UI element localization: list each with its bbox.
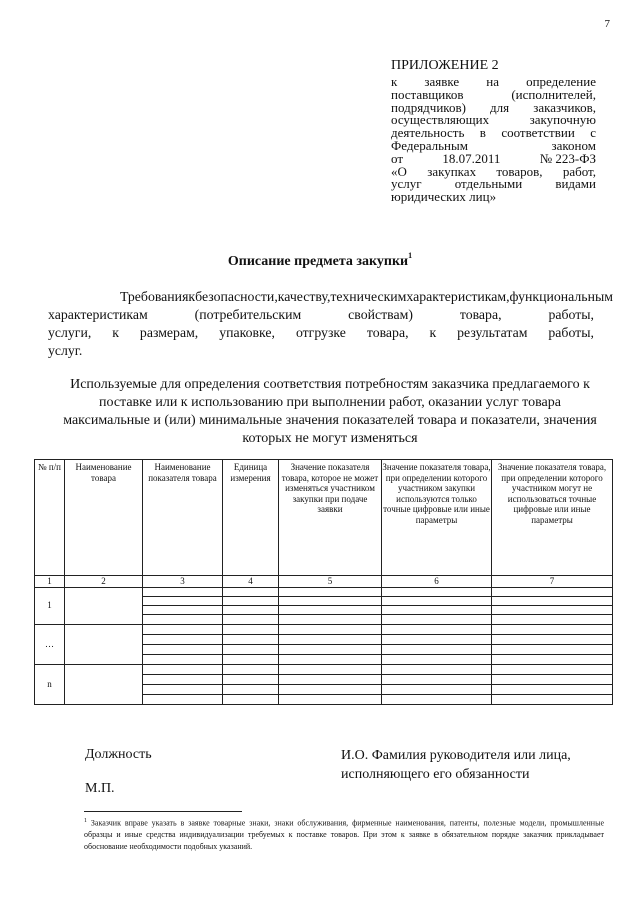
signature-name-line: И.О. Фамилия руководителя или лица, bbox=[341, 748, 571, 763]
requirements-line bbox=[48, 306, 594, 324]
appendix-word: товаров, bbox=[496, 163, 543, 179]
column-number: 3 bbox=[143, 576, 223, 588]
table-cell bbox=[382, 664, 492, 704]
table-subcell bbox=[223, 655, 278, 664]
appendix-word: законом bbox=[551, 137, 596, 153]
header-cell: Наименование товара bbox=[65, 460, 143, 576]
appendix-word: от bbox=[391, 150, 404, 166]
requirements-word: работы, bbox=[548, 325, 594, 340]
table-subcell bbox=[492, 695, 612, 704]
used-indicators-paragraph: Используемые для определения соответствия потребностям заказчика предлагаемого к поставке или к использованию при выполнении работ, оказании услуг товара максимальные и (или) минимальные значения показателей товара и показатели, значения которых не могут изменяться bbox=[63, 377, 597, 446]
table-subcell bbox=[279, 615, 381, 623]
footnote-divider bbox=[84, 811, 242, 812]
appendix-word: работ, bbox=[562, 163, 596, 179]
table-subcell bbox=[382, 665, 491, 675]
table-subcell bbox=[492, 675, 612, 685]
requirements-line bbox=[48, 324, 594, 342]
header-cell: № п/п bbox=[35, 460, 65, 576]
requirements-word: услуги, bbox=[48, 325, 92, 340]
appendix-word: 18.07.2011 bbox=[442, 150, 501, 166]
table-subcell bbox=[492, 606, 612, 615]
table-subcell bbox=[279, 645, 381, 655]
appendix-word: соответствии bbox=[501, 125, 575, 141]
requirements-word: результатам bbox=[457, 325, 528, 340]
appendix-word: услуг bbox=[391, 176, 422, 192]
table-subcell bbox=[492, 685, 612, 695]
table-cell bbox=[279, 664, 382, 704]
table-cell bbox=[65, 664, 143, 704]
table-cell bbox=[492, 587, 613, 624]
appendix-subtitle bbox=[391, 76, 596, 204]
appendix-word: осуществляющих bbox=[391, 112, 490, 128]
appendix-title: ПРИЛОЖЕНИЕ 2 bbox=[391, 58, 499, 73]
table-row bbox=[35, 664, 613, 704]
table-subcell bbox=[143, 597, 222, 606]
table-subcell bbox=[279, 625, 381, 635]
table-subcell bbox=[279, 675, 381, 685]
table-subcell bbox=[279, 635, 381, 645]
page-number: 7 bbox=[604, 18, 610, 30]
table-subcell bbox=[382, 685, 491, 695]
table-subcell bbox=[492, 635, 612, 645]
requirements-word: безопасности, bbox=[195, 289, 278, 304]
appendix-word: отдельными bbox=[454, 176, 523, 192]
requirements-word: функциональным bbox=[509, 289, 613, 304]
table-cell bbox=[279, 587, 382, 624]
table-cell bbox=[223, 624, 279, 664]
requirements-word: отгрузке bbox=[295, 325, 346, 340]
table-subcell bbox=[143, 655, 222, 664]
requirements-word: (потребительским bbox=[194, 307, 302, 322]
table-subcell bbox=[279, 606, 381, 615]
table-subcell bbox=[143, 606, 222, 615]
header-cell: Значение показателя товара, при определении которого участником могут не использоваться точные цифровые или иные параметры bbox=[492, 460, 613, 576]
description-title bbox=[0, 251, 640, 270]
requirements-word: к bbox=[112, 325, 119, 340]
column-number: 5 bbox=[279, 576, 382, 588]
table-subcell bbox=[492, 625, 612, 635]
signature-name-line: исполняющего его обязанности bbox=[341, 767, 530, 782]
table-subcell bbox=[382, 615, 491, 623]
specification-table bbox=[34, 459, 613, 705]
table-number-row bbox=[35, 576, 613, 588]
table-subcell bbox=[223, 625, 278, 635]
footnote bbox=[84, 816, 604, 852]
appendix-word: определение bbox=[526, 74, 596, 89]
requirements-word: техническим bbox=[330, 289, 407, 304]
table-subcell bbox=[143, 635, 222, 645]
requirements-word: товара, bbox=[459, 307, 502, 322]
table-subcell bbox=[382, 675, 491, 685]
signature-position: Должность bbox=[85, 747, 152, 762]
appendix-word: деятельность bbox=[391, 125, 465, 141]
table-subcell bbox=[492, 645, 612, 655]
appendix-word: закупках bbox=[427, 163, 477, 179]
column-number: 6 bbox=[382, 576, 492, 588]
table-subcell bbox=[382, 597, 491, 606]
table-subcell bbox=[382, 606, 491, 615]
table-subcell bbox=[223, 597, 278, 606]
row-label: … bbox=[35, 624, 65, 664]
table-subcell bbox=[223, 675, 278, 685]
column-number: 2 bbox=[65, 576, 143, 588]
table-cell bbox=[65, 624, 143, 664]
table-subcell bbox=[223, 606, 278, 615]
header-cell: Значение показателя товара, при определении которого участником закупки используются только точные цифровые или иные параметры bbox=[382, 460, 492, 576]
footnote-ref: 1 bbox=[408, 251, 413, 260]
requirements-word: услуг. bbox=[48, 343, 83, 358]
footnote-mark: 1 bbox=[84, 818, 87, 824]
column-number: 7 bbox=[492, 576, 613, 588]
table-cell bbox=[492, 624, 613, 664]
table-cell bbox=[143, 624, 223, 664]
description-title-text: Описание предмета закупки bbox=[227, 254, 409, 269]
appendix-word: № 223-ФЗ bbox=[539, 150, 596, 166]
appendix-word: закупочную bbox=[529, 112, 596, 128]
table-subcell bbox=[223, 615, 278, 623]
table-subcell bbox=[143, 665, 222, 675]
appendix-word: с bbox=[590, 125, 596, 141]
table-subcell bbox=[492, 588, 612, 597]
table-subcell bbox=[279, 655, 381, 664]
seal-placeholder: М.П. bbox=[85, 781, 115, 796]
table-subcell bbox=[143, 675, 222, 685]
table-subcell bbox=[223, 695, 278, 704]
table-cell bbox=[223, 664, 279, 704]
requirements-line bbox=[84, 288, 613, 306]
table-cell bbox=[382, 587, 492, 624]
requirements-word: свойствам) bbox=[348, 307, 413, 322]
row-label: n bbox=[35, 664, 65, 704]
table-subcell bbox=[492, 665, 612, 675]
appendix-word: к bbox=[391, 74, 398, 89]
appendix-word: заявке bbox=[424, 74, 460, 89]
table-cell bbox=[65, 587, 143, 624]
appendix-word: для bbox=[490, 99, 510, 115]
appendix-word: «О bbox=[391, 163, 407, 179]
requirements-word: Требования bbox=[120, 289, 189, 304]
appendix-word: подрядчиков) bbox=[391, 99, 466, 115]
table-subcell bbox=[279, 597, 381, 606]
table-subcell bbox=[492, 655, 612, 664]
requirements-word: качеству, bbox=[277, 289, 331, 304]
table-subcell bbox=[143, 615, 222, 623]
table-subcell bbox=[223, 685, 278, 695]
appendix-word: в bbox=[479, 125, 486, 141]
appendix-word: Федеральным bbox=[391, 137, 468, 153]
table-cell bbox=[279, 624, 382, 664]
table-cell bbox=[143, 664, 223, 704]
table-header-row bbox=[35, 460, 613, 576]
table-subcell bbox=[382, 655, 491, 664]
table-subcell bbox=[279, 588, 381, 597]
table-cell bbox=[492, 664, 613, 704]
appendix-word: на bbox=[486, 74, 500, 89]
appendix-line bbox=[391, 191, 596, 204]
signature-name bbox=[341, 746, 611, 784]
table-subcell bbox=[223, 645, 278, 655]
requirements-word: работы, bbox=[548, 307, 594, 322]
appendix-word: видами bbox=[555, 176, 596, 192]
requirements-line bbox=[48, 342, 594, 360]
requirements-word: к bbox=[429, 325, 437, 340]
header-cell: Наименование показателя товара bbox=[143, 460, 223, 576]
table-cell bbox=[382, 624, 492, 664]
appendix-word: заказчиков, bbox=[533, 99, 596, 115]
requirements-word: товара, bbox=[366, 325, 409, 340]
requirements-word: к bbox=[188, 289, 196, 304]
table-subcell bbox=[143, 625, 222, 635]
table-subcell bbox=[223, 635, 278, 645]
table-subcell bbox=[279, 695, 381, 704]
footnote-text: Заказчик вправе указать в заявке товарные знаки, знаки обслуживания, фирменные наименования, патенты, полезные модели, промышленные образцы и иные средства индивидуализации требуемых к поставке товаров. При этом к заявке в обязательном порядке заказчик прикладывает обоснование необходимости подобных указаний. bbox=[84, 818, 605, 851]
table-row bbox=[35, 624, 613, 664]
column-number: 1 bbox=[35, 576, 65, 588]
table-subcell bbox=[143, 588, 222, 597]
requirements-paragraph bbox=[48, 288, 613, 360]
table-subcell bbox=[492, 597, 612, 606]
table-subcell bbox=[382, 695, 491, 704]
table-subcell bbox=[143, 685, 222, 695]
table-subcell bbox=[223, 588, 278, 597]
table-subcell bbox=[223, 665, 278, 675]
table-row bbox=[35, 587, 613, 624]
requirements-word: размерам, bbox=[139, 325, 199, 340]
table-subcell bbox=[382, 588, 491, 597]
table-cell bbox=[143, 587, 223, 624]
table-subcell bbox=[143, 645, 222, 655]
table-subcell bbox=[279, 665, 381, 675]
appendix-word: поставщиков bbox=[391, 86, 464, 102]
table-subcell bbox=[382, 645, 491, 655]
table-subcell bbox=[279, 685, 381, 695]
appendix-word: (исполнителей, bbox=[511, 86, 596, 102]
table-subcell bbox=[382, 635, 491, 645]
appendix-word: юридических лиц» bbox=[391, 189, 497, 205]
header-cell: Единица измерения bbox=[223, 460, 279, 576]
table-cell bbox=[223, 587, 279, 624]
table-subcell bbox=[143, 695, 222, 704]
requirements-word: упаковке, bbox=[219, 325, 275, 340]
column-number: 4 bbox=[223, 576, 279, 588]
table-subcell bbox=[492, 615, 612, 623]
requirements-word: характеристикам bbox=[48, 307, 148, 322]
header-cell: Значение показателя товара, которое не может изменяться участником закупки при подаче заявки bbox=[279, 460, 382, 576]
table-subcell bbox=[382, 625, 491, 635]
requirements-word: характеристикам, bbox=[406, 289, 510, 304]
row-label: 1 bbox=[35, 587, 65, 624]
